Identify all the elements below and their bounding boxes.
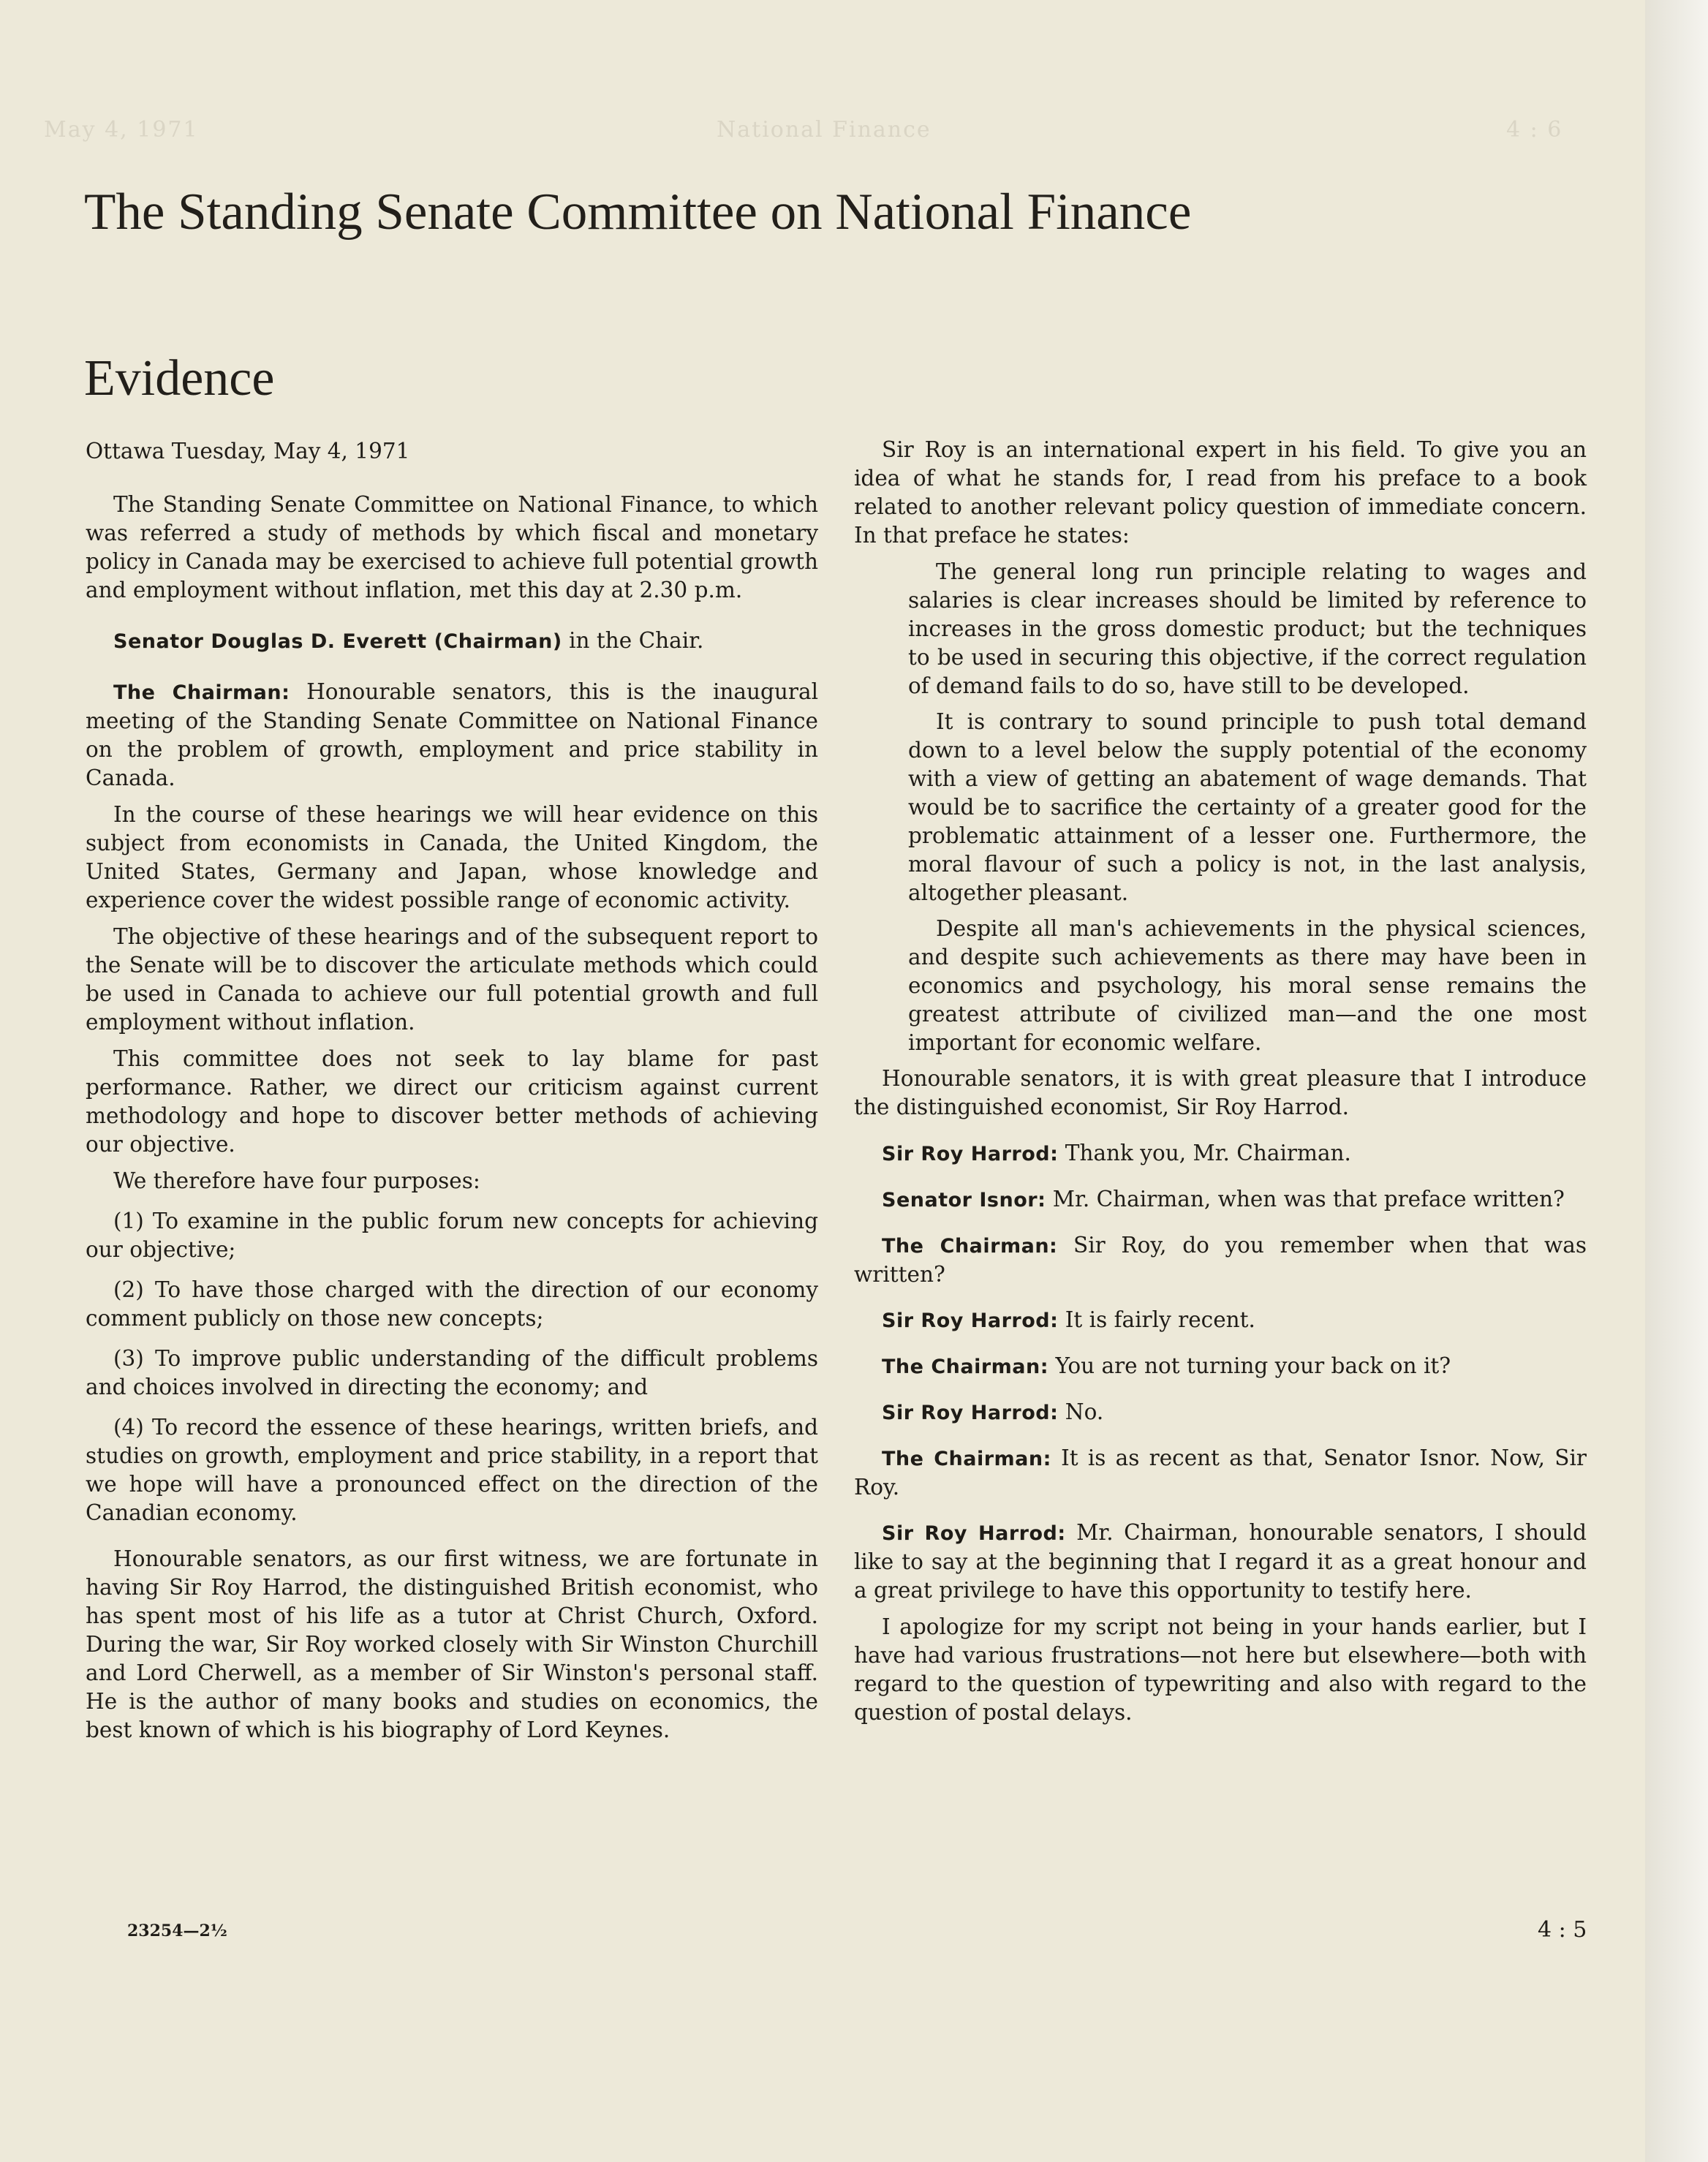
speaker-label: Sir Roy Harrod: xyxy=(882,1522,1066,1545)
speech-text: It is fairly recent. xyxy=(1058,1307,1255,1332)
purpose-item: (3) To improve public understanding of the difficult problems and choices involved in directing the economy; and xyxy=(86,1346,818,1399)
paragraph: The objective of these hearings and of the subsequent report to the Senate will be to discover the articulate methods which could be used in Canada to achieve our full potential growth and full employment without inflation. xyxy=(86,924,818,1035)
bleed-through-text: 4 : 6 xyxy=(1506,117,1563,143)
paragraph: This committee does not seek to lay blame for past performance. Rather, we direct our criticism against current methodology and hope to discover better methods of achieving our objective. xyxy=(86,1046,818,1157)
paragraph: In the course of these hearings we will hear evidence on this subject from economists in Canada, the United Kingdom, the United States, Germany and Japan, whose knowledge and experience cover the widest possible range of economic activity. xyxy=(86,802,818,912)
purpose-item: (1) To examine in the public forum new concepts for achieving our objective; xyxy=(86,1209,818,1262)
speaker-label: The Chairman: xyxy=(882,1356,1049,1378)
paragraph: We therefore have four purposes: xyxy=(113,1168,480,1193)
speaker-label: Sir Roy Harrod: xyxy=(882,1402,1059,1424)
paragraph: Honourable senators, it is with great pleasure that I introduce the distinguished economist, Sir Roy Harrod. xyxy=(854,1066,1587,1119)
paragraph: Honourable senators, as our first witness, we are fortunate in having Sir Roy Harrod, the distinguished British economist, who has spent most of his life as a tutor at Christ Church, Oxford. During the war, Sir Roy worked closely with Sir Winston Churchill and Lord Cherwell, as a member of Sir Winston's personal staff. He is the author of many books and studies on economics, the best known of which is his biography of Lord Keynes. xyxy=(86,1546,818,1742)
exchange xyxy=(854,1519,1587,1605)
bleed-through-text: National Finance xyxy=(717,117,932,143)
quotation xyxy=(908,558,1587,1057)
exchange xyxy=(854,1352,1587,1381)
speech-text: Sir Roy, do you remember when that was written? xyxy=(854,1233,1587,1287)
speech-text: You are not turning your back on it? xyxy=(1048,1353,1451,1378)
intro-paragraph: The Standing Senate Committee on National Finance, to which was referred a study of methods by which fiscal and monetary policy in Canada may be exercised to achieve full potential growth and employment without inflation, met this day at 2.30 p.m. xyxy=(86,492,818,602)
speech-text: Honourable senators, this is the inaugural meeting of the Standing Senate Committee on National Finance on the problem of growth, employment and price stability in Canada. xyxy=(86,679,818,790)
speech-text: Mr. Chairman, when was that preface written? xyxy=(1046,1187,1565,1212)
right-column xyxy=(854,436,1587,1735)
page-edge xyxy=(1645,0,1708,2162)
exchange xyxy=(854,1306,1587,1335)
chairman-name: Senator Douglas D. Everett (Chairman) xyxy=(113,630,562,653)
speaker-label: Sir Roy Harrod: xyxy=(882,1143,1059,1165)
quote-paragraph: It is contrary to sound principle to push total demand down to a level below the supply potential of the economy with a view of getting an abatement of wage demands. That would be to sacrifice the certainty of a greater good for the problematic attainment of a lesser one. Furthermore, the moral flavour of such a policy is not, in the last analysis, altogether pleasant. xyxy=(908,709,1587,905)
exchange xyxy=(854,1231,1587,1289)
chair-line-text: in the Chair. xyxy=(562,628,704,653)
paragraph: I apologize for my script not being in your hands earlier, but I have had various frustrations—not here but elsewhere—both with regard to the question of typewriting and also with regard to the question of postal delays. xyxy=(854,1614,1587,1725)
speaker-label: The Chairman: xyxy=(113,681,290,704)
exchange xyxy=(854,1398,1587,1427)
speaker-label: Sir Roy Harrod: xyxy=(882,1309,1059,1332)
paragraph: Sir Roy is an international expert in his field. To give you an idea of what he stands for, I read from his preface to a book related to another relevant policy question of immediate concern. In that preface he states: xyxy=(854,437,1587,548)
bleed-through-text: May 4, 1971 xyxy=(44,117,199,143)
exchange xyxy=(854,1139,1587,1168)
paragraph xyxy=(86,678,818,793)
exchange xyxy=(854,1185,1587,1214)
print-code: 23254—2½ xyxy=(127,1921,227,1940)
speech-text: It is as recent as that, Senator Isnor. Now, Sir Roy. xyxy=(854,1445,1587,1500)
speech-text: Thank you, Mr. Chairman. xyxy=(1058,1141,1351,1165)
section-heading: Evidence xyxy=(84,350,275,407)
speech-text: No. xyxy=(1058,1399,1104,1424)
left-column xyxy=(86,437,818,1753)
purpose-item: (2) To have those charged with the direction of our economy comment publicly on those new concepts; xyxy=(86,1277,818,1331)
quote-paragraph: Despite all man's achievements in the physical sciences, and despite such achievements as there may have been in economics and psychology, his moral sense remains the greatest attribute of civilized man—and the one most important for economic welfare. xyxy=(908,916,1587,1055)
page-number: 4 : 5 xyxy=(1538,1917,1587,1943)
chair-line xyxy=(86,627,818,656)
speech-text: Mr. Chairman, honourable senators, I should like to say at the beginning that I regard it as a great honour and a great privilege to have this opportunity to testify here. xyxy=(854,1520,1587,1603)
speaker-label: Senator Isnor: xyxy=(882,1189,1046,1212)
purpose-item: (4) To record the essence of these hearings, written briefs, and studies on growth, employment and price stability, in a report that we hope will have a pronounced effect on the direction of the Canadian economy. xyxy=(86,1415,818,1525)
speaker-label: The Chairman: xyxy=(882,1235,1058,1258)
speaker-label: The Chairman: xyxy=(882,1448,1051,1470)
quote-paragraph: The general long run principle relating to wages and salaries is clear increases should be limited by reference to increases in the gross domestic product; but the techniques to be used in securing this objective, if the correct regulation of demand fails to do so, have still to be developed. xyxy=(908,559,1587,698)
page-title: The Standing Senate Committee on National Finance xyxy=(84,184,1192,241)
exchange xyxy=(854,1444,1587,1502)
dateline: Ottawa Tuesday, May 4, 1971 xyxy=(86,439,410,464)
